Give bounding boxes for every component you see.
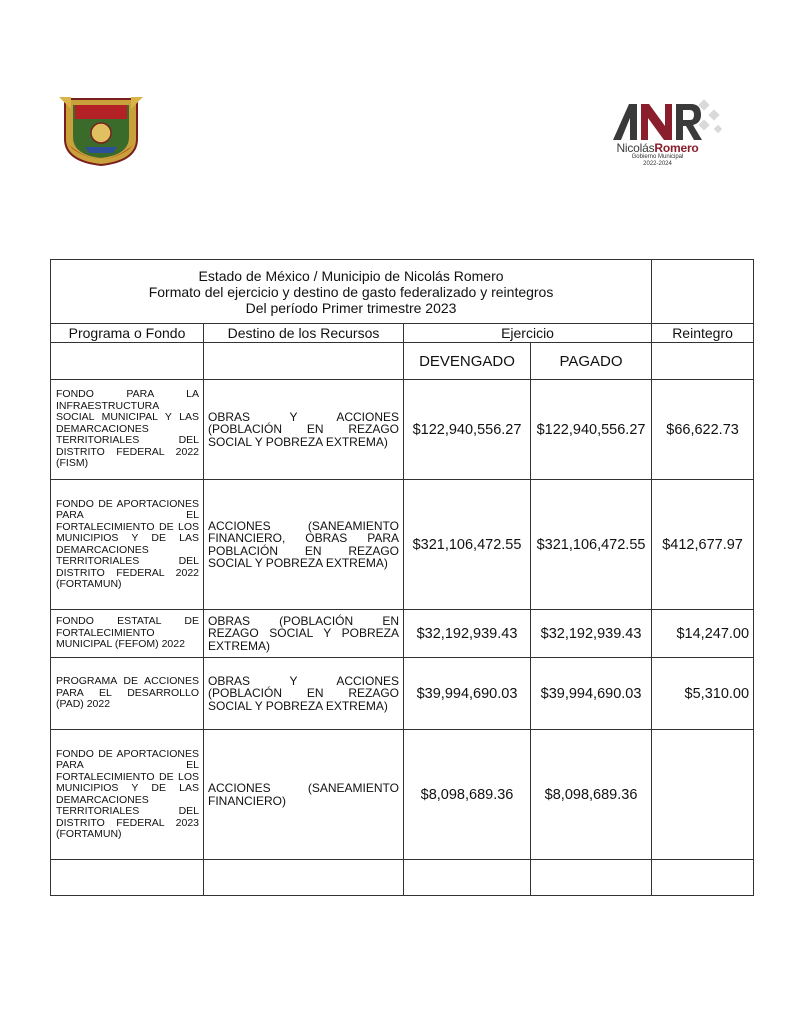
col-reintegro: Reintegro bbox=[652, 324, 754, 343]
destino-cell: OBRAS Y ACCIONES (POBLACIÓN EN REZAGO SOCIAL Y POBREZA EXTREMA) bbox=[204, 658, 404, 730]
programa-cell: FONDO ESTATAL DE FORTALECIMIENTO MUNICIPAL (FEFOM) 2022 bbox=[51, 610, 204, 658]
blank-cell bbox=[404, 860, 531, 896]
table-row bbox=[51, 610, 754, 658]
blank-cell bbox=[531, 860, 652, 896]
devengado-cell: $321,106,472.55 bbox=[404, 480, 531, 610]
programa-cell: PROGRAMA DE ACCIONES PARA EL DESARROLLO (PAD) 2022 bbox=[51, 658, 204, 730]
destino-cell: ACCIONES (SANEAMIENTO FINANCIERO, OBRAS PARA POBLACIÓN EN REZAGO SOCIAL Y POBREZA EXTREMA) bbox=[204, 480, 404, 610]
table-row bbox=[51, 480, 754, 610]
blank-header-cell bbox=[652, 260, 754, 324]
pagado-cell: $8,098,689.36 bbox=[531, 730, 652, 860]
reintegro-cell: $412,677.97 bbox=[652, 480, 754, 610]
subheader-row bbox=[51, 343, 754, 380]
pagado-cell: $321,106,472.55 bbox=[531, 480, 652, 610]
devengado-cell: $39,994,690.03 bbox=[404, 658, 531, 730]
col-programa: Programa o Fondo bbox=[51, 324, 204, 343]
municipal-coat-of-arms-logo bbox=[55, 95, 147, 167]
table-row bbox=[51, 658, 754, 730]
blank-cell bbox=[652, 860, 754, 896]
blank-cell bbox=[204, 860, 404, 896]
programa-cell: FONDO DE APORTACIONES PARA EL FORTALECIMIENTO DE LOS MUNICIPIOS Y DE LAS DEMARCACIONES TERRITORIALES DEL DISTRITO FEDERAL 2023 (FORTAMUN) bbox=[51, 730, 204, 860]
destino-cell: OBRAS (POBLACIÓN EN REZAGO SOCIAL Y POBREZA EXTREMA) bbox=[204, 610, 404, 658]
logo-brand-name: NicolásRomero bbox=[616, 141, 699, 155]
col-pagado: PAGADO bbox=[531, 343, 652, 380]
blank-cell bbox=[652, 343, 754, 380]
pagado-cell: $39,994,690.03 bbox=[531, 658, 652, 730]
report-title-line1: Estado de México / Municipio de Nicolás Romero bbox=[198, 267, 504, 284]
devengado-cell: $122,940,556.27 bbox=[404, 380, 531, 480]
programa-cell: FONDO PARA LA INFRAESTRUCTURA SOCIAL MUNICIPAL Y LAS DEMARCACIONES TERRITORIALES DEL DISTRITO FEDERAL 2022 (FISM) bbox=[51, 380, 204, 480]
logo-years: 2022-2024 bbox=[643, 161, 672, 167]
table-row bbox=[51, 730, 754, 860]
report-title-cell bbox=[51, 260, 652, 324]
report-title-line3: Del período Primer trimestre 2023 bbox=[245, 299, 457, 316]
destino-cell: OBRAS Y ACCIONES (POBLACIÓN EN REZAGO SOCIAL Y POBREZA EXTREMA) bbox=[204, 380, 404, 480]
destino-cell: ACCIONES (SANEAMIENTO FINANCIERO) bbox=[204, 730, 404, 860]
col-ejercicio: Ejercicio bbox=[404, 324, 652, 343]
empty-row bbox=[51, 860, 754, 896]
col-destino: Destino de los Recursos bbox=[204, 324, 404, 343]
reintegro-cell bbox=[652, 730, 754, 860]
col-devengado: DEVENGADO bbox=[404, 343, 531, 380]
table-row bbox=[51, 380, 754, 480]
blank-cell bbox=[204, 343, 404, 380]
column-header-row bbox=[51, 324, 754, 343]
programa-cell: FONDO DE APORTACIONES PARA EL FORTALECIMIENTO DE LOS MUNICIPIOS Y DE LAS DEMARCACIONES TERRITORIALES DEL DISTRITO FEDERAL 2022 (FORTAMUN) bbox=[51, 480, 204, 610]
pagado-cell: $122,940,556.27 bbox=[531, 380, 652, 480]
pagado-cell: $32,192,939.43 bbox=[531, 610, 652, 658]
header-row bbox=[51, 260, 754, 324]
report-table bbox=[50, 259, 754, 896]
reintegro-cell: $14,247.00 bbox=[652, 610, 754, 658]
blank-cell bbox=[51, 343, 204, 380]
report-title-line2: Formato del ejercicio y destino de gasto federalizado y reintegros bbox=[148, 283, 554, 300]
devengado-cell: $8,098,689.36 bbox=[404, 730, 531, 860]
reintegro-cell: $5,310.00 bbox=[652, 658, 754, 730]
logo-subtitle: Gobierno Municipal bbox=[631, 154, 684, 160]
logo-caption bbox=[600, 142, 715, 168]
devengado-cell: $32,192,939.43 bbox=[404, 610, 531, 658]
reintegro-cell: $66,622.73 bbox=[652, 380, 754, 480]
blank-cell bbox=[51, 860, 204, 896]
